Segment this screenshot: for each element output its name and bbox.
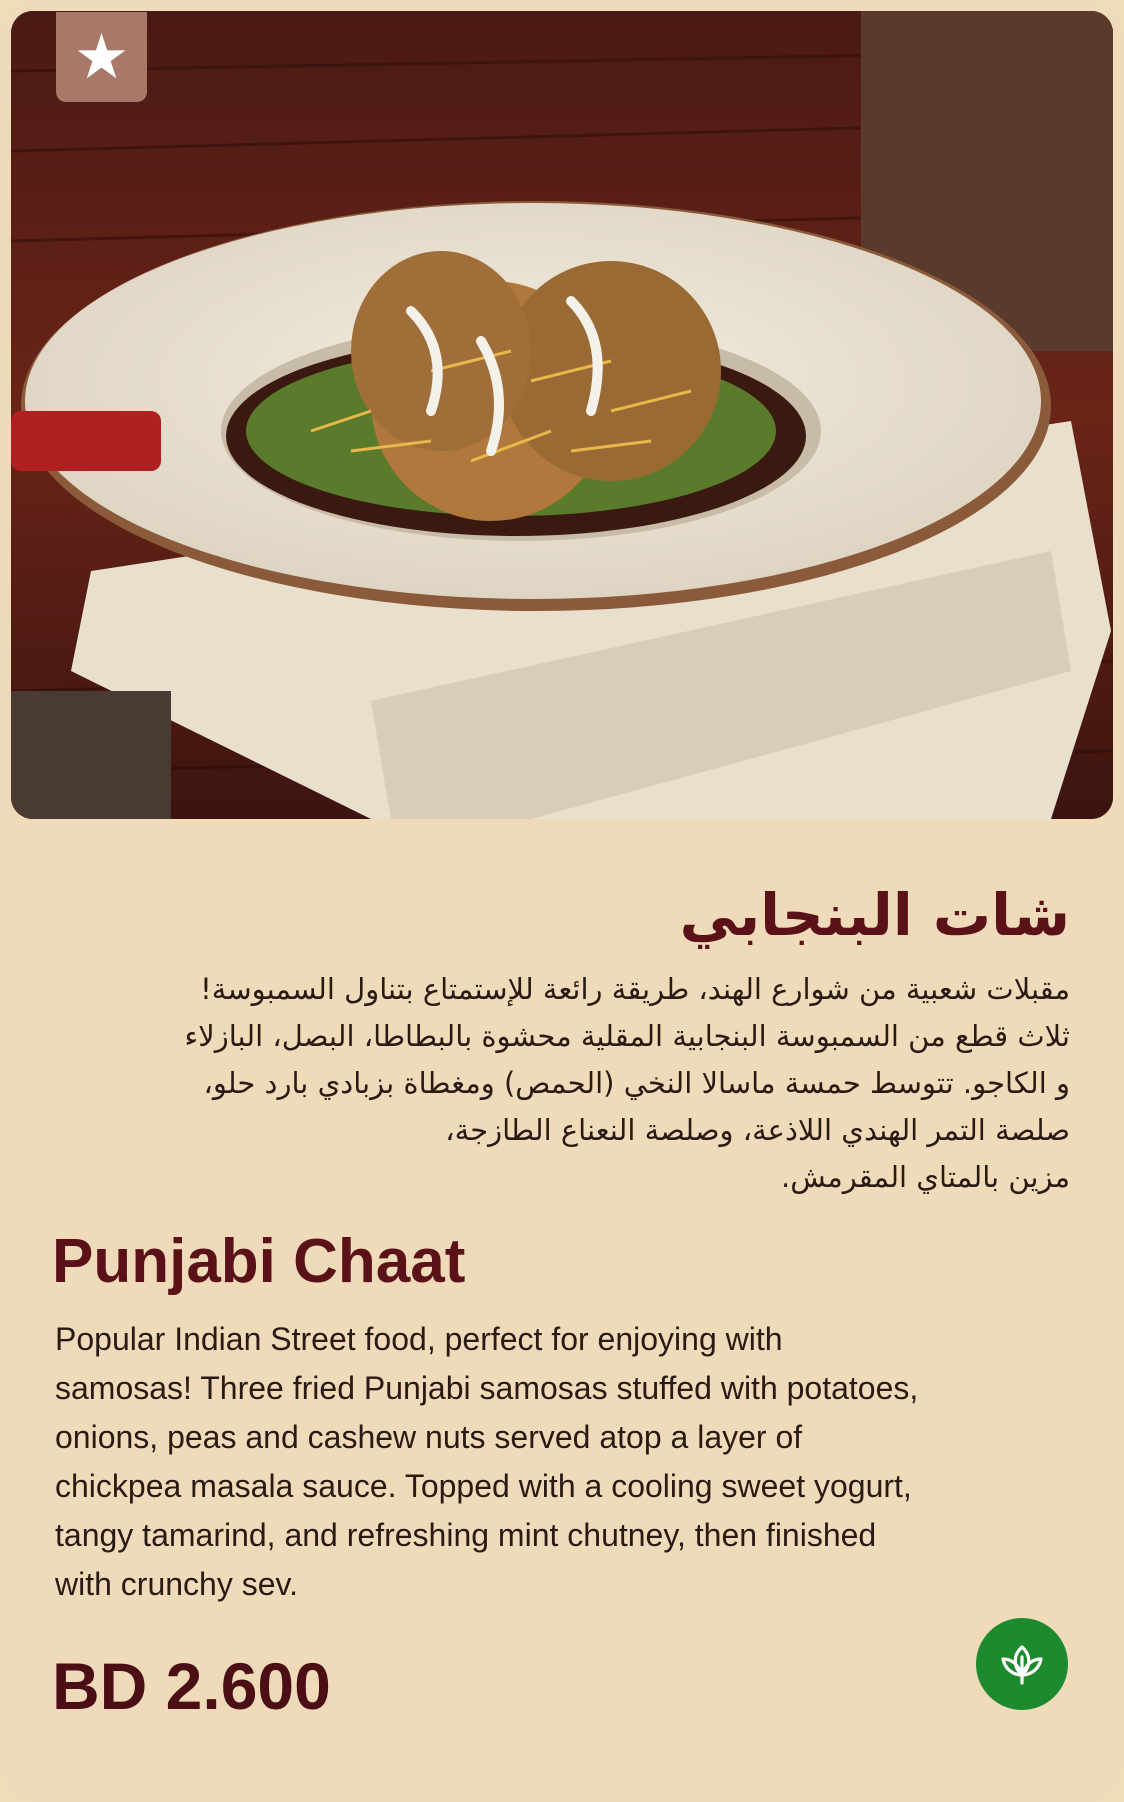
description-line: صلصة التمر الهندي اللاذعة، وصلصة النعناع الطازجة، [445, 1113, 1070, 1147]
description-line: tangy tamarind, and refreshing mint chutney, then finished [55, 1517, 877, 1553]
description-line: ثلاث قطع من السمبوسة البنجابية المقلية محشوة بالبطاطا، البصل، البازلاء [184, 1019, 1070, 1053]
dish-photo-illustration [11, 11, 1113, 819]
star-icon: ★ [73, 20, 130, 93]
description-line: مزين بالمتاي المقرمش. [781, 1160, 1070, 1194]
item-description-arabic [40, 966, 1070, 1201]
description-line: Popular Indian Street food, perfect for enjoying with [55, 1321, 783, 1357]
description-line: onions, peas and cashew nuts served atop a layer of [55, 1419, 803, 1455]
description-line: samosas! Three fried Punjabi samosas stuffed with potatoes, [55, 1370, 919, 1406]
item-description-english [55, 1315, 1095, 1609]
dish-photo [11, 11, 1113, 819]
vegetarian-badge [976, 1618, 1068, 1710]
description-line: مقبلات شعبية من شوارع الهند، طريقة رائعة للإستمتاع بتناول السمبوسة! [200, 972, 1070, 1006]
leaf-icon [993, 1635, 1051, 1693]
favorite-badge[interactable] [56, 12, 147, 102]
description-line: with crunchy sev. [55, 1566, 299, 1602]
item-name-arabic: شات البنجابي [679, 881, 1070, 949]
item-price: BD 2.600 [52, 1649, 331, 1723]
description-line: و الكاجو. تتوسط حمسة ماسالا النخي (الحمص) ومغطاة بزبادي بارد حلو، [203, 1066, 1070, 1100]
description-line: chickpea masala sauce. Topped with a cooling sweet yogurt, [55, 1468, 912, 1504]
item-name-english: Punjabi Chaat [52, 1227, 466, 1296]
